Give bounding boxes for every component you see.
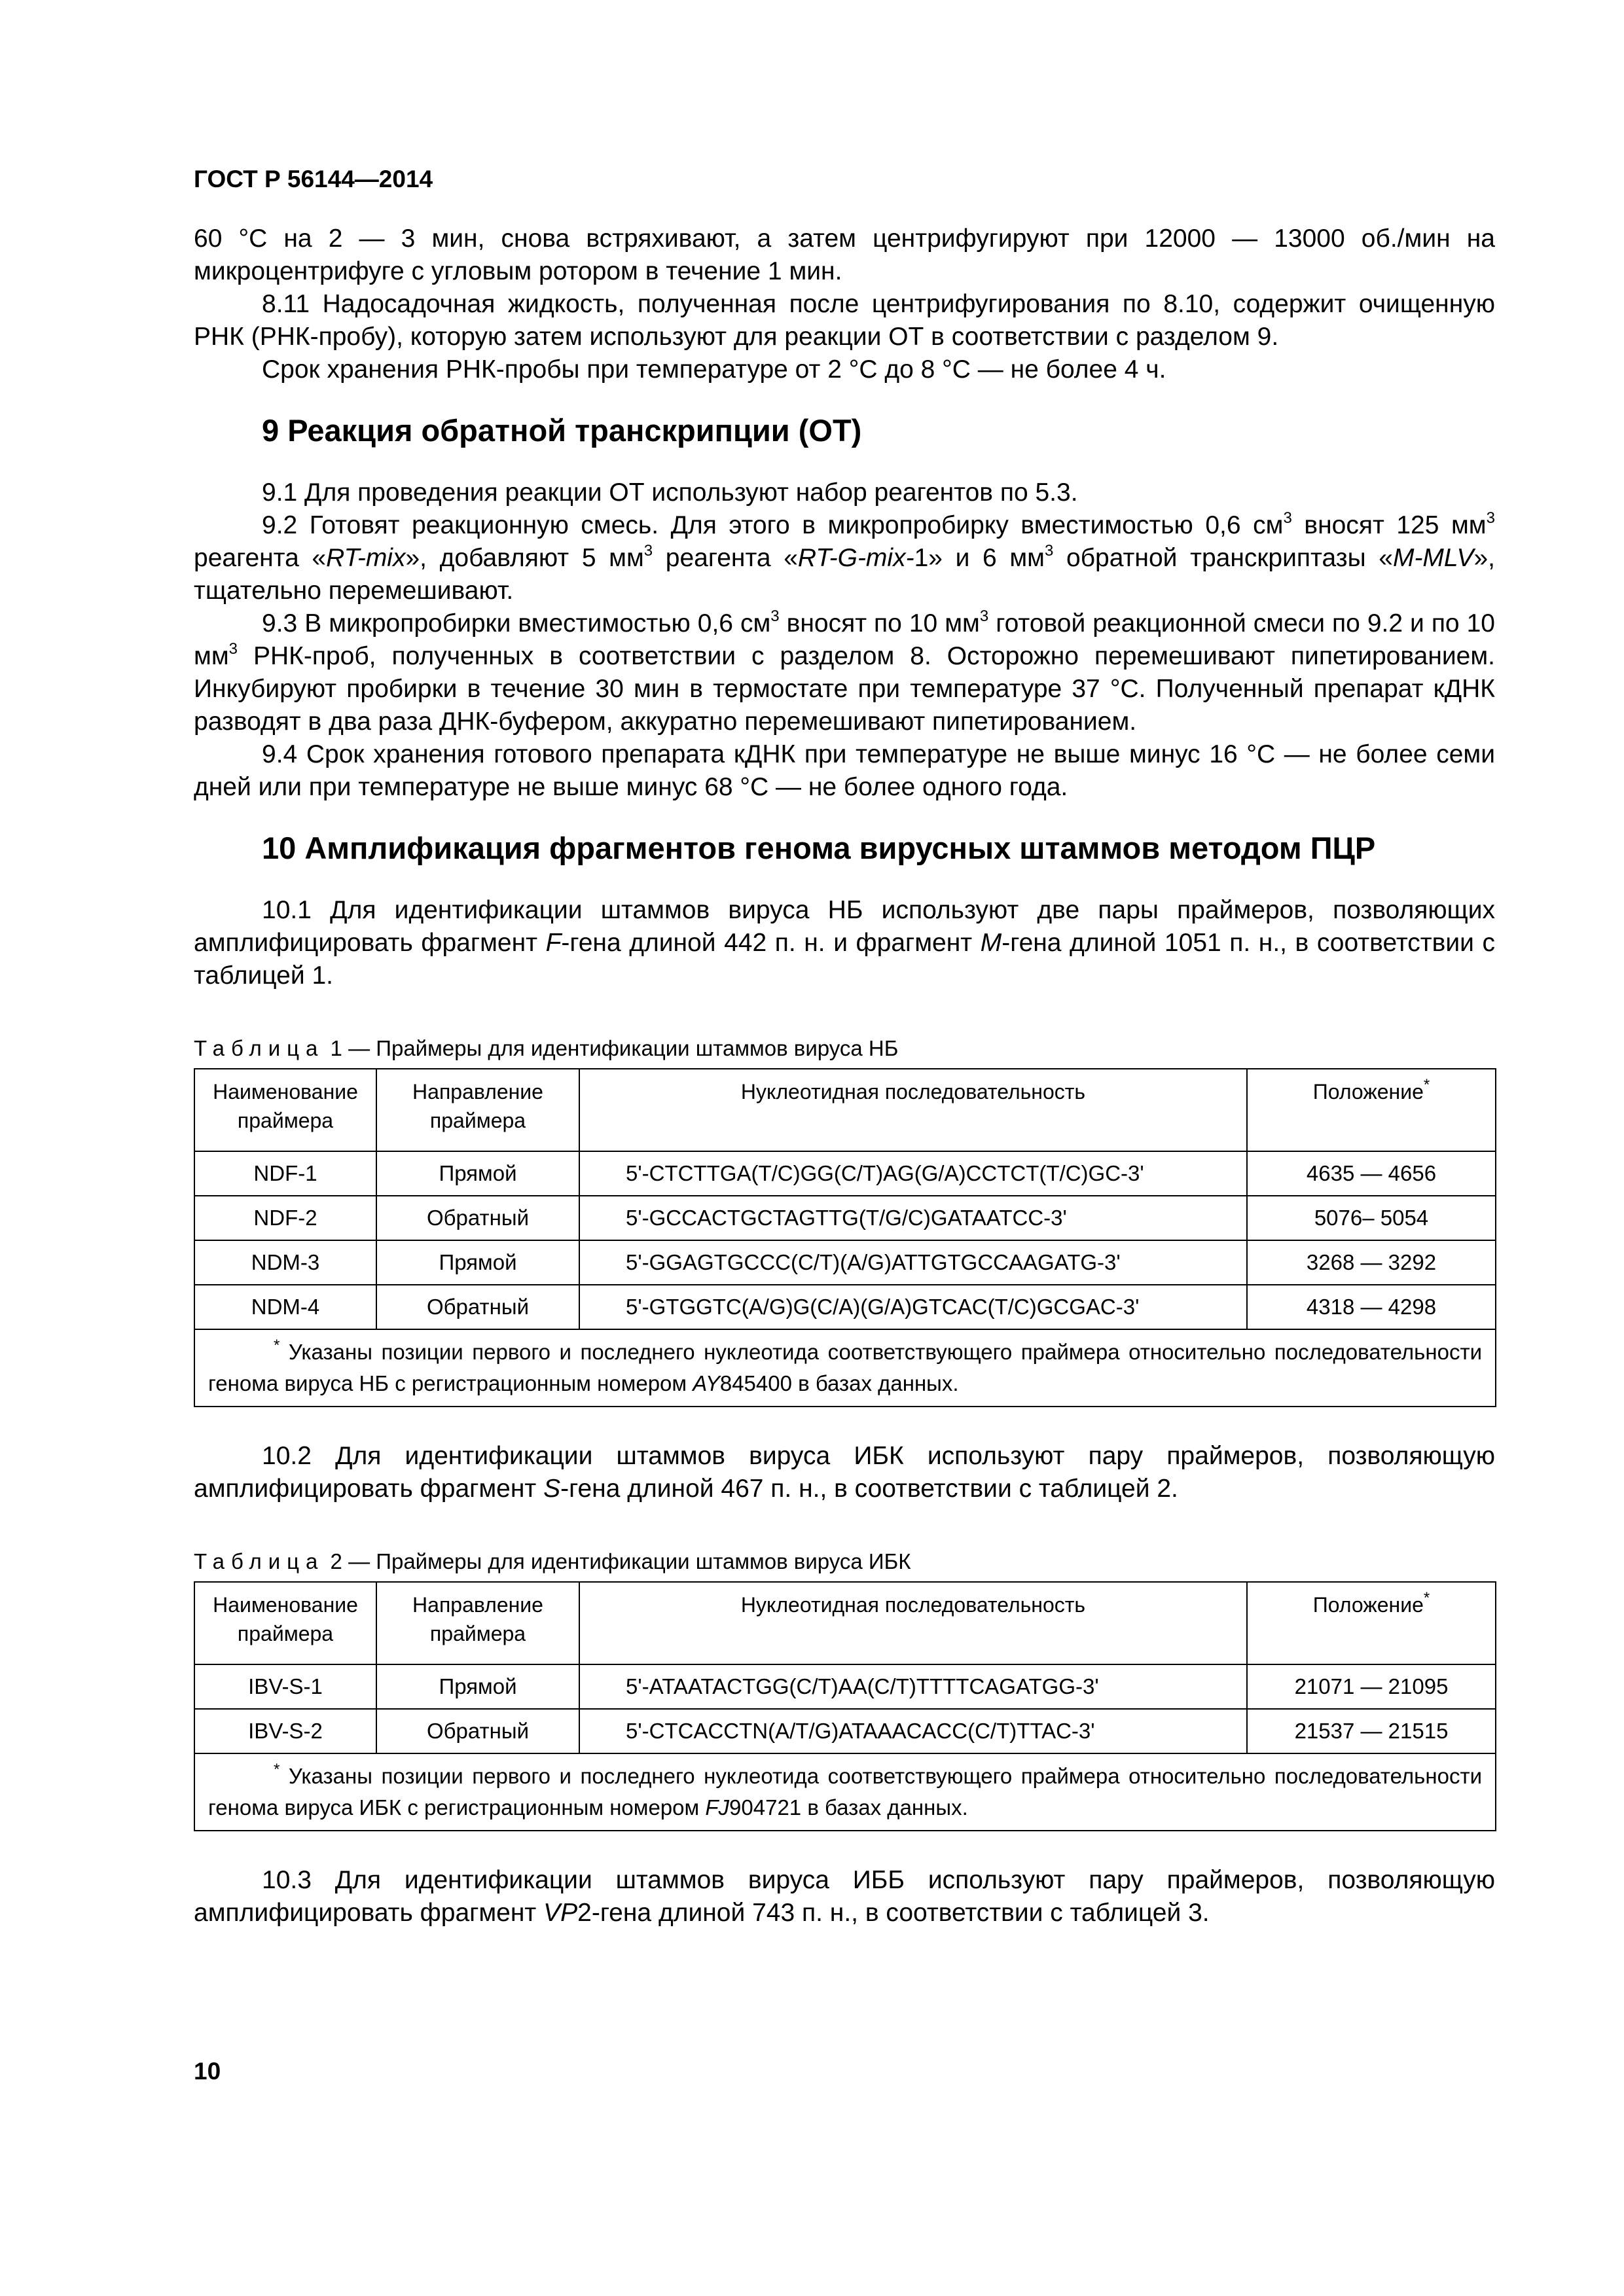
primer-position: 21071 — 21095 (1247, 1664, 1496, 1709)
table-row (194, 1151, 1496, 1196)
primer-position: 4635 — 4656 (1247, 1151, 1496, 1196)
primer-sequence: 5'-GTGGTC(A/G)G(C/A)(G/A)GTCAC(T/C)GCGAC-3' (579, 1285, 1247, 1329)
table-header-row (194, 1069, 1496, 1151)
primer-direction: Обратный (376, 1709, 579, 1753)
primer-direction: Прямой (376, 1240, 579, 1285)
page-number: 10 (194, 2058, 221, 2085)
table-2 (194, 1581, 1496, 1831)
primer-sequence: 5'-CTCACCTN(A/T/G)ATAAACACC(C/T)TTAC-3' (579, 1709, 1247, 1753)
primer-direction: Прямой (376, 1151, 579, 1196)
table-2-footnote: * Указаны позиции первого и последнего нуклеотида соответствующего праймера относительно последовательности генома вируса ИБК с регистрационным номером FJ904721 в базах данных. (194, 1753, 1496, 1831)
section-9-heading: 9 Реакция обратной транскрипции (ОТ) (262, 413, 862, 448)
primer-sequence: 5'-CTCTTGA(T/C)GG(C/T)AG(G/A)CCTCT(T/C)GC-3' (579, 1151, 1247, 1196)
primer-name: IBV-S-1 (194, 1664, 376, 1709)
paragraph-9-2: 9.2 Готовят реакционную смесь. Для этого в микропробирку вместимостью 0,6 $см^3$ вносят 125 $мм^3$ реагента «RT-mix», добавляют 5 $мм^3$ реагента «RT-G-mix-1» и 6 $мм^3$ обратной транскриптазы «M-MLV», тщательно перемешивают. (194, 509, 1495, 605)
table-1-footnote: * Указаны позиции первого и последнего нуклеотида соответствующего праймера относительно последовательности генома вируса НБ с регистрационным номером AY845400 в базах данных. (194, 1329, 1496, 1407)
paragraph-storage: Срок хранения РНК-пробы при температуре от 2 °С до 8 °С — не более 4 ч. (262, 355, 1166, 384)
primer-sequence: 5'-ATAATACTGG(C/T)AA(C/T)TTTTCAGATGG-3' (579, 1664, 1247, 1709)
table-row (194, 1240, 1496, 1285)
primer-position: 3268 — 3292 (1247, 1240, 1496, 1285)
table-row (194, 1196, 1496, 1240)
table-footnote-row (194, 1329, 1496, 1407)
paragraph-continuation: 60 °С на 2 — 3 мин, снова встряхивают, а затем центрифугируют при 12000 — 13000 об./мин на микроцентрифуге с угловым ротором в течение 1 мин. (194, 224, 1495, 285)
header-primer-direction: Направление праймера (376, 1582, 579, 1664)
primer-name: NDM-3 (194, 1240, 376, 1285)
table-header-row (194, 1582, 1496, 1664)
table-footnote-row (194, 1753, 1496, 1831)
paragraph-9-3: 9.3 В микропробирки вместимостью 0,6 $см^3$ вносят по 10 $мм^3$ готовой реакционной смеси по 9.2 и по 10 $мм^3$ РНК-проб, полученных в соответствии с разделом 8. Осторожно перемешивают пипетированием. Инкубируют пробирки в течение 30 мин в термостате при температуре 37 °С. Полученный препарат кДНК разводят в два раза ДНК-буфером, аккуратно перемешивают пипетированием. (194, 607, 1495, 736)
header-position: Положение* (1247, 1582, 1496, 1664)
header-primer-name: Наименование праймера (194, 1069, 376, 1151)
primer-name: NDM-4 (194, 1285, 376, 1329)
primer-direction: Обратный (376, 1285, 579, 1329)
table-row (194, 1664, 1496, 1709)
primer-name: NDF-1 (194, 1151, 376, 1196)
table-row (194, 1285, 1496, 1329)
primer-name: IBV-S-2 (194, 1709, 376, 1753)
primer-sequence: 5'-GCCACTGCTAGTTG(T/G/C)GATAATCC-3' (579, 1196, 1247, 1240)
standard-designation: ГОСТ Р 56144—2014 (194, 166, 433, 192)
table-1 (194, 1068, 1496, 1407)
header-primer-name: Наименование праймера (194, 1582, 376, 1664)
paragraph-8-11: 8.11 Надосадочная жидкость, полученная после центрифугирования по 8.10, содержит очищенную РНК (РНК-пробу), которую затем используют для реакции ОТ в соответствии с разделом 9. (194, 290, 1495, 351)
table-row (194, 1709, 1496, 1753)
primer-direction: Обратный (376, 1196, 579, 1240)
document-body (194, 223, 1495, 1929)
section-10-heading: 10 Амплификация фрагментов генома вирусных штаммов методом ПЦР (262, 831, 1376, 865)
table-1-caption: Таблица 1 — Праймеры для идентификации штаммов вируса НБ (194, 1036, 899, 1060)
primer-sequence: 5'-GGAGTGCCC(C/T)(A/G)ATTGTGCCAAGATG-3' (579, 1240, 1247, 1285)
header-position: Положение* (1247, 1069, 1496, 1151)
paragraph-9-1: 9.1 Для проведения реакции ОТ используют набор реагентов по 5.3. (262, 478, 1078, 507)
primer-position: 5076– 5054 (1247, 1196, 1496, 1240)
primer-name: NDF-2 (194, 1196, 376, 1240)
paragraph-10-3: 10.3 Для идентификации штаммов вируса ИББ используют пару праймеров, позволяющую амплифицировать фрагмент VP2-гена длиной 743 п. н., в соответствии с таблицей 3. (194, 1866, 1495, 1927)
paragraph-10-2: 10.2 Для идентификации штаммов вируса ИБК используют пару праймеров, позволяющую амплифицировать фрагмент S-гена длиной 467 п. н., в соответствии с таблицей 2. (194, 1442, 1495, 1503)
primer-position: 21537 — 21515 (1247, 1709, 1496, 1753)
header-primer-direction: Направление праймера (376, 1069, 579, 1151)
header-sequence: Нуклеотидная последовательность (579, 1582, 1247, 1664)
primer-direction: Прямой (376, 1664, 579, 1709)
primer-position: 4318 — 4298 (1247, 1285, 1496, 1329)
table-2-caption: Таблица 2 — Праймеры для идентификации штаммов вируса ИБК (194, 1549, 911, 1573)
paragraph-9-4: 9.4 Срок хранения готового препарата кДНК при температуре не выше минус 16 °С — не более семи дней или при температуре не выше минус 68 °С — не более одного года. (194, 740, 1495, 801)
header-sequence: Нуклеотидная последовательность (579, 1069, 1247, 1151)
paragraph-10-1: 10.1 Для идентификации штаммов вируса НБ используют две пары праймеров, позволяющих амплифицировать фрагмент F-гена длиной 442 п. н. и фрагмент M-гена длиной 1051 п. н., в соответствии с таблицей 1. (194, 896, 1495, 990)
